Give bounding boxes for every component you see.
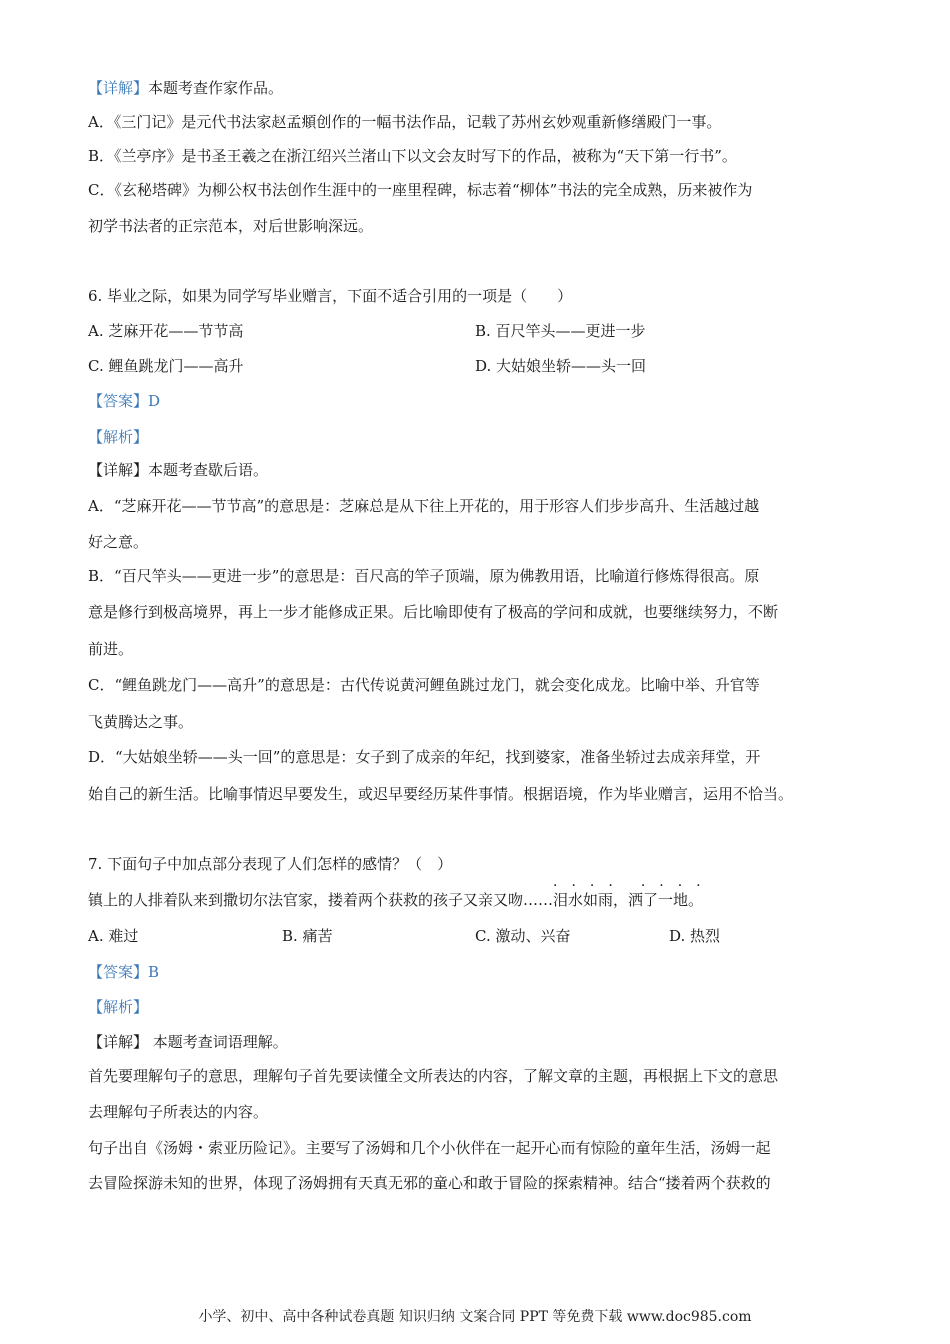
q7-option-d: D. 热烈 <box>669 927 721 945</box>
q7-option-a: A. 难过 <box>88 927 139 945</box>
q7-sentence <box>88 878 704 910</box>
q6-explain-line: 始自己的新生活。比喻事情迟早要发生，或迟早要经历某件事情。根据语境，作为毕业赠言，运用不恰当。 <box>88 785 794 803</box>
q6-answer: 【答案】D <box>88 392 161 410</box>
q7-sentence-after: 。 <box>688 891 704 909</box>
q7-option-c: C. 激动、兴奋 <box>475 927 571 945</box>
prev-explain-a: A．《三门记》是元代书法家赵孟頫创作的一幅书法作品，记载了苏州玄妙观重新修缮殿门一事。 <box>88 113 722 131</box>
q7-explain-line: 首先要理解句子的意思，理解句子首先要读懂全文所表达的内容，了解文章的主题，再根据上下文的意思 <box>88 1067 779 1085</box>
prev-explain-c: C．《玄秘塔碑》为柳公权书法创作生涯中的一座里程碑，标志着“柳体”书法的完全成熟，历来被作为 <box>88 181 753 199</box>
q6-stem: 6. 毕业之际，如果为同学写毕业赠言，下面不适合引用的一项是（ ） <box>88 287 573 305</box>
q7-sentence-before: 镇上的人排着队来到撒切尔法官家，搂着两个获救的孩子又亲又吻…… <box>88 891 554 909</box>
q6-detail: 【详解】本题考查歇后语。 <box>88 461 269 479</box>
q6-option-a: A. 芝麻开花——节节高 <box>88 322 244 340</box>
prev-explain-b: B．《兰亭序》是书圣王羲之在浙江绍兴兰渚山下以文会友时写下的作品，被称为“天下第一行书”。 <box>88 147 737 165</box>
q7-dotted-phrase: · · · · · · · · 泪水如雨，洒了一地 <box>553 878 701 909</box>
q6-explain-line: 前进。 <box>88 640 134 658</box>
q7-explain-line: 句子出自《汤姆・索亚历险记》。主要写了汤姆和几个小伙伴在一起开心而有惊险的童年生活，汤姆一起 <box>88 1139 771 1157</box>
q6-option-d: D. 大姑娘坐轿——头一回 <box>475 357 647 375</box>
q7-explain-line: 去冒险探游未知的世界，体现了汤姆拥有天真无邪的童心和敢于冒险的探索精神。结合“搂着两个获救的 <box>88 1174 771 1192</box>
page-footer: 小学、初中、高中各种试卷真题 知识归纳 文案合同 PPT 等免费下载 www.doc985.com <box>198 1309 752 1325</box>
q6-explain-line: A．“芝麻开花——节节高”的意思是：芝麻总是从下往上开花的，用于形容人们步步高升、生活越过越 <box>88 497 760 515</box>
emphasis-dots: · · · · · · · · <box>553 878 701 894</box>
q6-explain-line: 好之意。 <box>88 533 149 551</box>
prev-detail-line <box>88 78 283 98</box>
q6-explain-line: 飞黄腾达之事。 <box>88 713 194 731</box>
q7-stem: 7. 下面句子中加点部分表现了人们怎样的感情？（ ） <box>88 855 453 873</box>
q7-explain-line: 去理解句子所表达的内容。 <box>88 1103 269 1121</box>
q6-explain-line: 意是修行到极高境界，再上一步才能修成正果。后比喻即使有了极高的学问和成就，也要继续努力，不断 <box>88 603 779 621</box>
q7-answer: 【答案】B <box>88 963 160 981</box>
prev-explain-c-cont: 初学书法者的正宗范本，对后世影响深远。 <box>88 217 374 235</box>
q6-explain-line: D．“大姑娘坐轿——头一回”的意思是：女子到了成亲的年纪，找到婆家，准备坐轿过去成亲拜堂，开 <box>88 748 761 766</box>
q7-analysis: 【解析】 <box>88 998 149 1016</box>
q7-option-b: B. 痛苦 <box>282 927 333 945</box>
detail-label: 【详解】 <box>88 79 149 97</box>
q6-option-c: C. 鲤鱼跳龙门——高升 <box>88 357 244 375</box>
detail-text: 本题考查作家作品。 <box>148 79 284 97</box>
q6-option-b: B. 百尺竿头——更进一步 <box>475 322 646 340</box>
q7-detail: 【详解】 本题考查词语理解。 <box>88 1033 288 1051</box>
q6-explain-line: C．“鲤鱼跳龙门——高升”的意思是：古代传说黄河鲤鱼跳过龙门，就会变化成龙。比喻中举、升官等 <box>88 676 760 694</box>
q6-analysis: 【解析】 <box>88 428 149 446</box>
q6-explain-line: B．“百尺竿头——更进一步”的意思是：百尺高的竿子顶端，原为佛教用语，比喻道行修炼得很高。原 <box>88 567 760 585</box>
